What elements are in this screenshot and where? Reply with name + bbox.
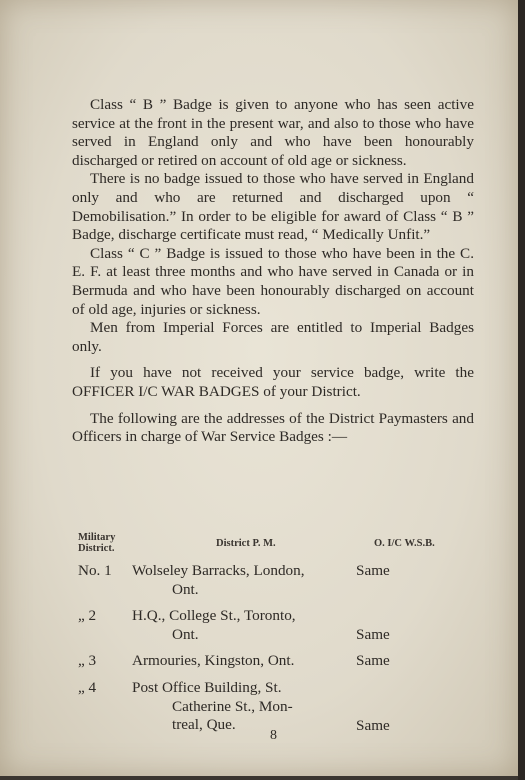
oic-value: Same — [356, 626, 390, 644]
paragraph-service-badge: If you have not received your service badge, write the OFFICER I/C WAR BADGES of your District. — [72, 364, 474, 400]
oic-value: Same — [356, 716, 390, 734]
table-row — [76, 679, 476, 735]
paragraph-addresses-intro: The following are the addresses of the District Paymasters and Officers in charge of War Service Badges :— — [72, 409, 474, 446]
header-military-district: Military District. — [78, 532, 116, 554]
district-address: Post Office Building, St. Catherine St., Mon- treal, Que. — [132, 678, 293, 734]
district-table — [76, 530, 476, 735]
header-oic-wsb: O. I/C W.S.B. — [374, 538, 435, 549]
table-header — [76, 530, 476, 558]
oic-value: Same — [356, 652, 390, 670]
table-row — [76, 562, 476, 599]
table-row — [76, 652, 476, 671]
body-text — [72, 96, 474, 447]
paragraph-demobilisation: There is no badge issued to those who have served in England only and who are returned and discharged upon “ Demobilisation.” In order to be eligible for award of Class “ B ” Badge, discharge certificate must read, “ Medically Unfit.” — [72, 170, 474, 244]
district-number: „ 3 — [78, 652, 97, 670]
table-row — [76, 607, 476, 644]
district-address: H.Q., College St., Toronto, Ont. — [132, 607, 296, 643]
header-district-pm: District P. M. — [216, 538, 276, 549]
district-number: No. 1 — [78, 562, 112, 579]
district-number: „ 2 — [78, 607, 97, 625]
page-number: 8 — [270, 728, 277, 743]
oic-value: Same — [356, 562, 390, 579]
page-edge — [518, 0, 525, 780]
paragraph-class-c: Class “ C ” Badge is issued to those who have been in the C. E. F. at least three months and who have served in Canada or in Bermuda and who have been honourably discharged on account of old age, injuries or sickness. — [72, 244, 474, 318]
paragraph-class-b: Class “ B ” Badge is given to anyone who has seen active service at the front in the present war, and also to those who have served in England only and who have been honourably discharged or retired on account of old age or sickness. — [72, 96, 474, 169]
district-number: „ 4 — [78, 678, 97, 696]
district-address: Wolseley Barracks, London, Ont. — [132, 562, 305, 598]
district-address: Armouries, Kingston, Ont. — [132, 652, 295, 670]
paragraph-imperial-forces: Men from Imperial Forces are entitled to Imperial Badges only. — [72, 319, 474, 355]
